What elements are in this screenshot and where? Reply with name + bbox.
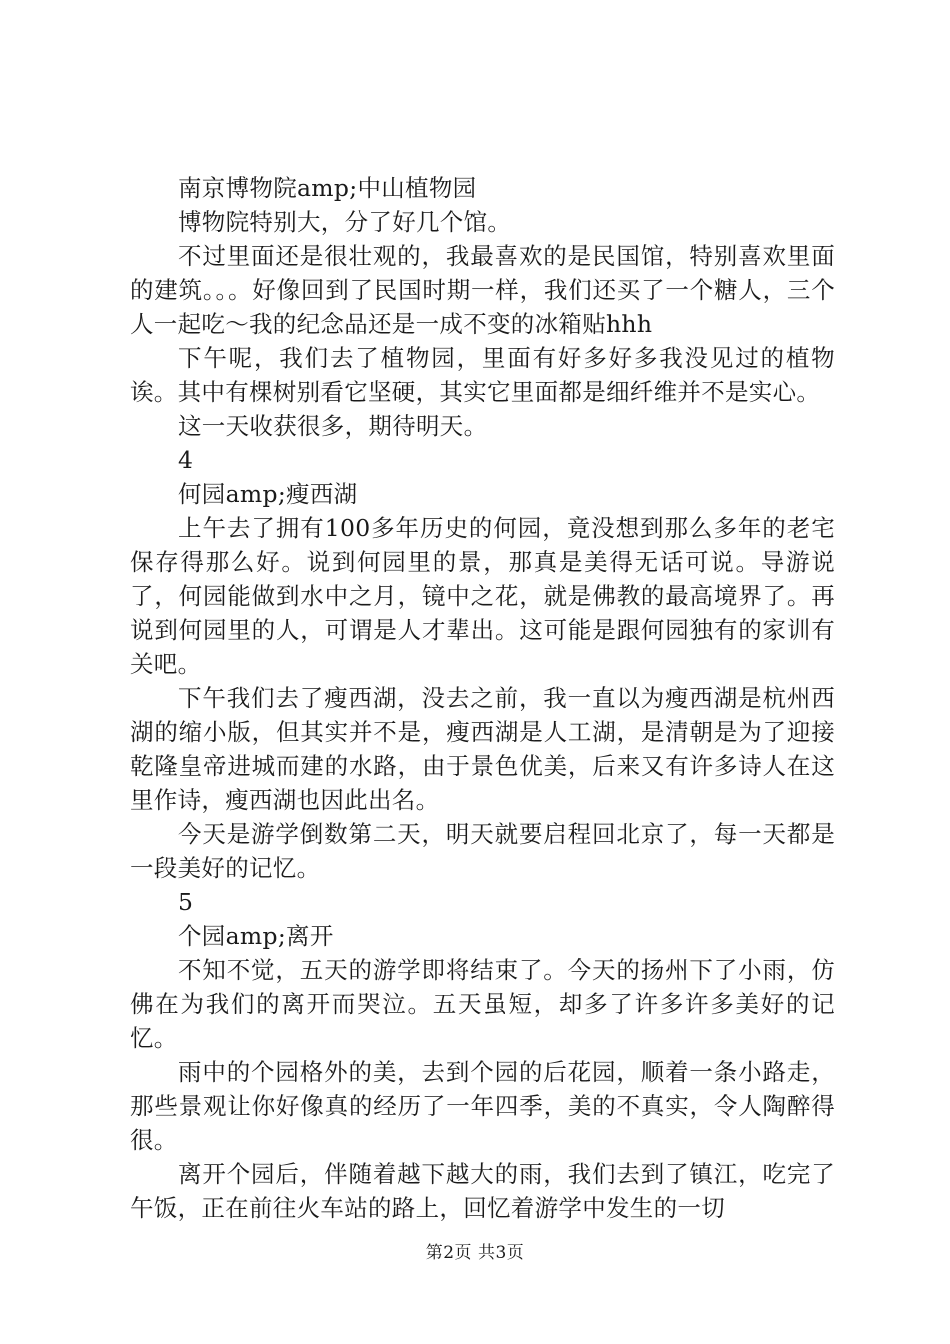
document-body xyxy=(130,171,835,1225)
paragraph: 不知不觉，五天的游学即将结束了。今天的扬州下了小雨，仿佛在为我们的离开而哭泣。五天虽短，却多了许多许多美好的记忆。 xyxy=(130,956,835,1052)
heading-geyuan-leaving: 个园amp;离开 xyxy=(178,922,334,950)
paragraph: 今天是游学倒数第二天，明天就要启程回北京了，每一天都是一段美好的记忆。 xyxy=(130,820,835,882)
day-number: 4 xyxy=(178,446,194,474)
day-number: 5 xyxy=(178,888,194,916)
heading-heyuan-slender-west-lake: 何园amp;瘦西湖 xyxy=(178,480,358,508)
paragraph: 雨中的个园格外的美，去到个园的后花园，顺着一条小路走，那些景观让你好像真的经历了一年四季，美的不真实，令人陶醉得很。 xyxy=(130,1058,835,1154)
paragraph: 这一天收获很多，期待明天。 xyxy=(178,412,488,440)
paragraph: 下午我们去了瘦西湖，没去之前，我一直以为瘦西湖是杭州西湖的缩小版，但其实并不是，瘦西湖是人工湖，是清朝是为了迎接乾隆皇帝进城而建的水路，由于景色优美，后来又有许多诗人在这里作诗，瘦西湖也因此出名。 xyxy=(130,684,835,814)
page-number-footer: 第2页 共3页 xyxy=(425,1243,525,1263)
paragraph: 上午去了拥有100多年历史的何园，竟没想到那么多年的老宅保存得那么好。说到何园里的景，那真是美得无话可说。导游说了，何园能做到水中之月，镜中之花，就是佛教的最高境界了。再说到何园里的人，可谓是人才辈出。这可能是跟何园独有的家训有关吧。 xyxy=(130,514,835,678)
heading-nanjing-museum: 南京博物院amp;中山植物园 xyxy=(178,174,477,202)
paragraph: 离开个园后，伴随着越下越大的雨，我们去到了镇江，吃完了午饭，正在前往火车站的路上，回忆着游学中发生的一切 xyxy=(130,1160,835,1222)
paragraph: 不过里面还是很壮观的，我最喜欢的是民国馆，特别喜欢里面的建筑。。。好像回到了民国时期一样，我们还买了一个糖人，三个人一起吃～我的纪念品还是一成不变的冰箱贴hhh xyxy=(130,242,835,338)
paragraph: 博物院特别大，分了好几个馆。 xyxy=(178,208,512,236)
paragraph: 下午呢，我们去了植物园，里面有好多好多我没见过的植物诶。其中有棵树别看它坚硬，其实它里面都是细纤维并不是实心。 xyxy=(130,344,835,406)
